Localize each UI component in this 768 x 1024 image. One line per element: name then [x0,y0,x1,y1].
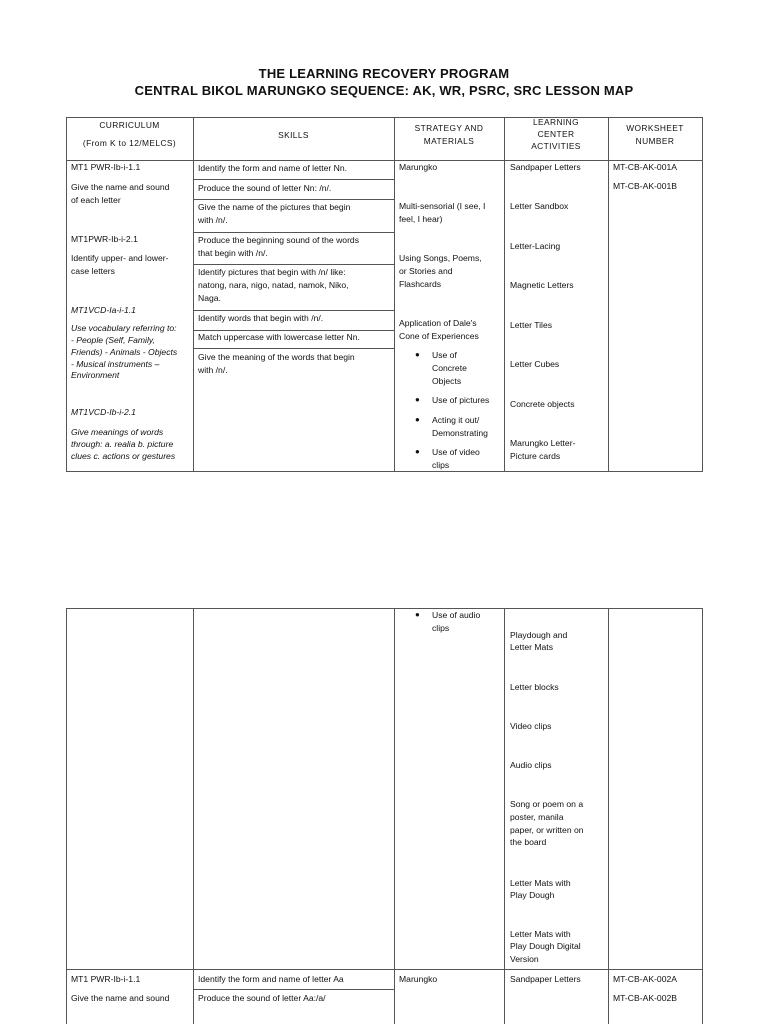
learning-activity: Play Dough Digital [510,941,581,951]
header-strategy: MATERIALS [423,136,475,146]
learning-activity: Audio clips [510,760,552,770]
column-divider [394,117,395,472]
strategy-item: Using Songs, Poems, [399,253,482,263]
header-curriculum: CURRICULUM [99,120,160,130]
curriculum-text: Give the name and sound [71,182,170,192]
column-divider [394,608,395,1024]
bullet-icon: ● [415,350,420,359]
header-divider [66,160,703,161]
curriculum-text: clues c. actions or gestures [71,451,176,461]
skill-item: Produce the sound of letter Aa:/a/ [198,993,326,1003]
strategy-item: or Stories and [399,266,453,276]
curriculum-text: through: a. realia b. picture [71,439,174,449]
learning-activity: Playdough and [510,630,568,640]
skill-item: Identify pictures that begin with /n/ like: [198,267,346,277]
learning-activity: poster, manila [510,812,564,822]
strategy-bullet: Use of pictures [432,395,490,405]
skill-item: Identify the form and name of letter Nn. [198,163,348,173]
skill-item: Identify words that begin with /n/. [198,313,324,323]
worksheet-number: MT-CB-AK-002A [613,974,677,984]
learning-activity: Letter blocks [510,682,559,692]
column-divider [608,117,609,472]
header-curriculum-sub: (From K to 12/MELCS) [82,138,177,148]
bullet-icon: ● [415,415,420,424]
curriculum-text: Identify upper- and lower- [71,253,169,263]
learning-activity: Sandpaper Letters [510,974,581,984]
skill-item: with /n/. [198,215,228,225]
curriculum-code: MT1 PWR-Ib-i-1.1 [71,162,141,172]
worksheet-number: MT-CB-AK-001A [613,162,677,172]
strategy-item: Multi-sensorial (I see, I [399,201,486,211]
learning-activity: Letter Cubes [510,359,560,369]
strategy-item: Flashcards [399,279,442,289]
row-divider [193,232,394,233]
learning-activity: Letter Sandbox [510,201,569,211]
table-border [702,117,703,472]
learning-activity: Letter Tiles [510,320,553,330]
learning-activity: Sandpaper Letters [510,162,581,172]
strategy-item: Marungko [399,974,438,984]
curriculum-code: MT1PWR-Ib-i-2.1 [71,234,138,244]
skill-item: Give the meaning of the words that begin [198,352,355,362]
table-border [66,117,67,472]
curriculum-text: case letters [71,266,115,276]
table-border [66,471,703,472]
learning-activity: Letter Mats [510,642,553,652]
strategy-item: Application of Dale's [399,318,477,328]
learning-activity: Concrete objects [510,399,575,409]
strategy-item: Cone of Experiences [399,331,479,341]
learning-activity: Version [510,954,539,964]
column-divider [608,608,609,1024]
row-divider [193,310,394,311]
curriculum-text: - Musical instruments – [71,359,160,369]
header-learning-center: LEARNING [532,117,579,127]
row-divider [193,179,394,180]
header-learning-center: ACTIVITIES [531,141,581,151]
table-border [702,608,703,1024]
skill-item: Produce the sound of letter Nn: /n/. [198,183,332,193]
strategy-item: Marungko [399,162,438,172]
document-title: THE LEARNING RECOVERY PROGRAM [258,66,510,81]
curriculum-code: MT1VCD-Ia-i-1.1 [71,305,136,315]
skill-item: Give the name of the pictures that begin [198,202,351,212]
skill-item: Identify the form and name of letter Aa [198,974,344,984]
skill-item: natong, nara, nigo, natad, namok, Niko, [198,280,349,290]
row-divider [193,989,394,990]
column-divider [193,608,194,1024]
skill-item: with /n/. [198,365,228,375]
header-worksheet: NUMBER [635,136,675,146]
header-learning-center: CENTER [537,129,575,139]
strategy-bullet: Concrete [432,363,467,373]
learning-activity: Marungko Letter- [510,438,576,448]
strategy-item: feel, I hear) [399,214,443,224]
strategy-bullet: clips [432,460,450,470]
curriculum-text: Environment [71,370,120,380]
skill-item: Produce the beginning sound of the words [198,235,360,245]
skill-item: that begin with /n/. [198,248,268,258]
column-divider [193,117,194,472]
curriculum-code: MT1VCD-Ib-i-2.1 [71,407,136,417]
curriculum-text: Give the name and sound [71,993,170,1003]
table-border [66,608,67,1024]
learning-activity: Letter Mats with [510,878,571,888]
strategy-bullet: Objects [432,376,462,386]
strategy-bullet: Demonstrating [432,428,488,438]
column-divider [504,117,505,472]
learning-activity: Picture cards [510,451,561,461]
learning-activity: the board [510,837,547,847]
row-divider [193,348,394,349]
learning-activity: Play Dough [510,890,555,900]
learning-activity: Song or poem on a [510,799,584,809]
row-divider [66,969,703,970]
strategy-bullet: clips [432,623,450,633]
strategy-bullet: Use of audio [432,610,481,620]
bullet-icon: ● [415,395,420,404]
strategy-bullet: Acting it out/ [432,415,480,425]
learning-activity: Video clips [510,721,552,731]
strategy-bullet: Use of [432,350,457,360]
curriculum-text: - People (Self, Family, [71,335,155,345]
worksheet-number: MT-CB-AK-001B [613,181,677,191]
strategy-bullet: Use of video [432,447,480,457]
skill-item: Match uppercase with lowercase letter Nn. [198,332,360,342]
curriculum-code: MT1 PWR-Ib-i-1.1 [71,974,141,984]
row-divider [193,264,394,265]
curriculum-text: Give meanings of words [71,427,164,437]
learning-activity: paper, or written on [510,825,584,835]
curriculum-text: Use vocabulary referring to: [71,323,177,333]
row-divider [193,199,394,200]
document-subtitle: CENTRAL BIKOL MARUNGKO SEQUENCE: AK, WR, PSRC, SRC LESSON MAP [134,83,634,98]
column-divider [504,608,505,1024]
bullet-icon: ● [415,610,420,619]
header-worksheet: WORKSHEET [626,123,684,133]
header-strategy: STRATEGY AND [414,123,484,133]
curriculum-text: Friends) - Animals - Objects [71,347,178,357]
learning-activity: Magnetic Letters [510,280,574,290]
table-border [66,608,703,609]
bullet-icon: ● [415,447,420,456]
learning-activity: Letter-Lacing [510,241,561,251]
curriculum-text: of each letter [71,195,121,205]
header-skills: SKILLS [278,130,309,140]
skill-item: Naga. [198,293,221,303]
learning-activity: Letter Mats with [510,929,571,939]
worksheet-number: MT-CB-AK-002B [613,993,677,1003]
